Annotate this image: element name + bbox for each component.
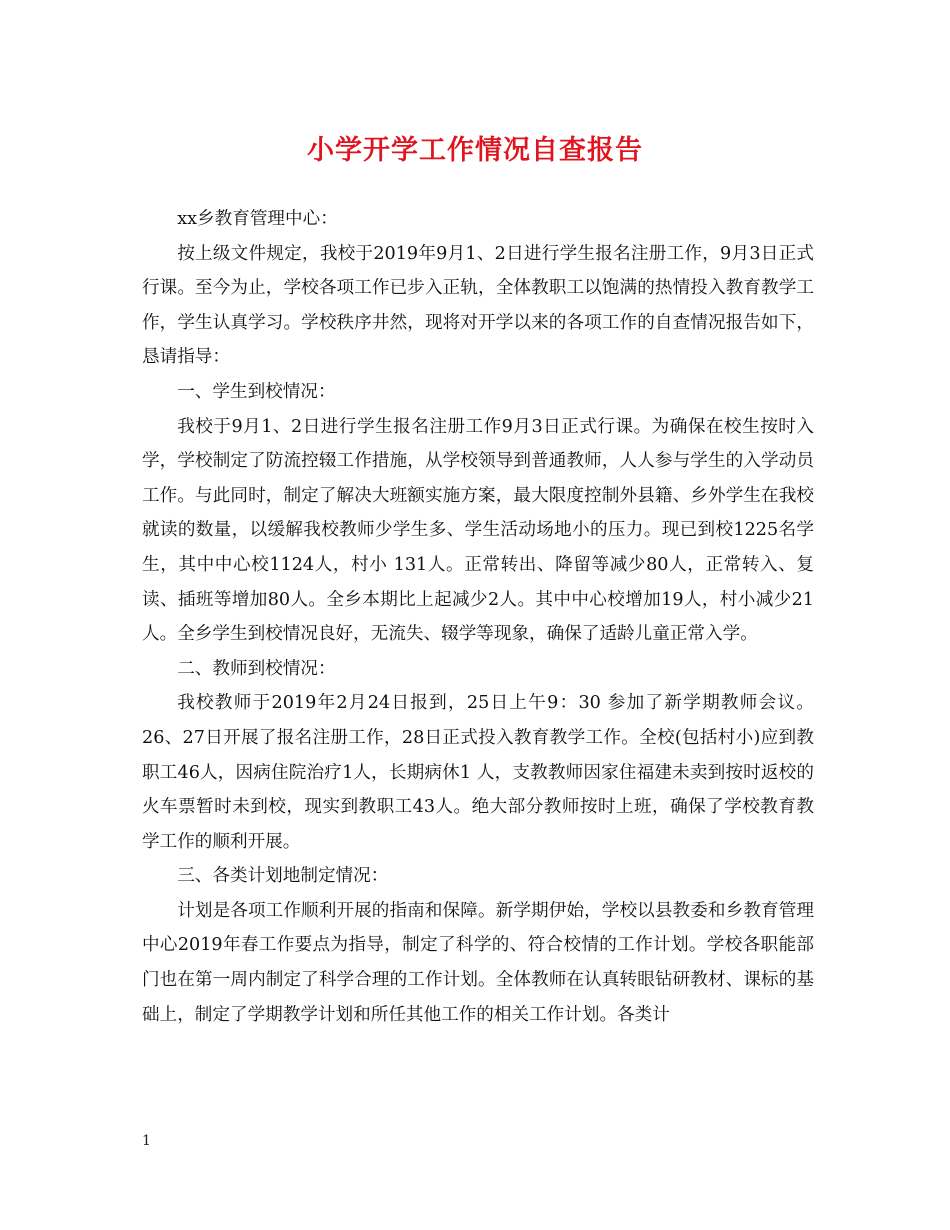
plans-paragraph: 计划是各项工作顺利开展的指南和保障。新学期伊始，学校以县教委和乡教育管理中心2019年春工作要点为指导，制定了科学的、符合校情的工作计划。学校各职能部门也在第一周内制定了科学合理的工作计划。全体教师在认真转眼钻研教材、课标的基础上，制定了学期教学计划和所任其他工作的相关工作计划。各类计 bbox=[142, 900, 814, 1025]
section-heading-plans: 三、各类计划地制定情况： bbox=[177, 866, 389, 887]
teachers-paragraph: 我校教师于2019年2月24日报到，25日上午9：30 参加了新学期教师会议。26、27日开展了报名注册工作，28日正式投入教育教学工作。全校(包括村小)应到教职工46人，因病住院治疗1人，长期病休1 人，支教教师因家住福建未卖到按时返校的火车票暂时未到校，现实到教职工43人。绝大部分教师按时上班，确保了学校教育教学工作的顺利开展。 bbox=[142, 693, 814, 852]
section-heading-students: 一、学生到校情况： bbox=[177, 381, 336, 402]
document-title: 小学开学工作情况自查报告 bbox=[307, 135, 643, 166]
salutation-paragraph: xx乡教育管理中心： bbox=[177, 209, 338, 229]
section-heading-teachers: 二、教师到校情况： bbox=[177, 658, 336, 679]
page-number: 1 bbox=[142, 1133, 151, 1149]
students-paragraph: 我校于9月1、2日进行学生报名注册工作9月3日正式行课。为确保在校生按时入学，学校制定了防流控辍工作措施，从学校领导到普通教师，人人参与学生的入学动员工作。与此同时，制定了解决大班额实施方案，最大限度控制外县籍、乡外学生在我校就读的数量，以缓解我校教师少学生多、学生活动场地小的压力。现已到校1225名学生，其中中心校1124人，村小 131人。正常转出、降留等减少80人，正常转入、复读、插班等增加80人。全乡本期比上起减少2人。其中中心校增加19人，村小减少21人。全乡学生到校情况良好，无流失、辍学等现象，确保了适龄儿童正常入学。 bbox=[142, 416, 814, 645]
document-body bbox=[142, 202, 814, 1032]
intro-paragraph: 按上级文件规定，我校于2019年9月1、2日进行学生报名注册工作，9月3日正式行课。至今为止，学校各项工作已步入正轨，全体教职工以饱满的热情投入教育教学工作，学生认真学习。学校秩序井然，现将对开学以来的各项工作的自查情况报告如下，恳请指导： bbox=[142, 243, 814, 368]
